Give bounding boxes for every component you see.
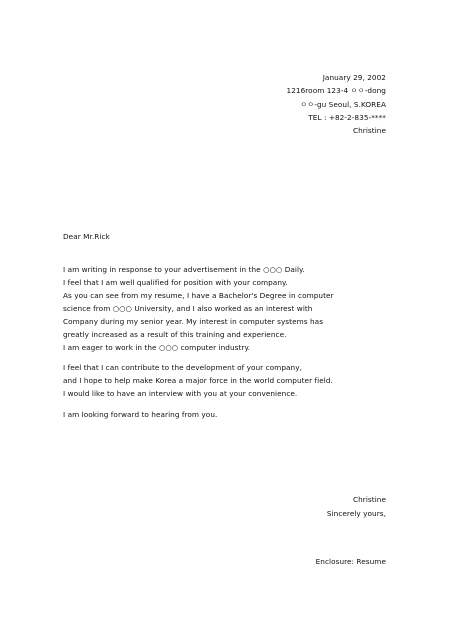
paragraph-line: I am eager to work in the ○○○ computer industry.: [63, 342, 251, 352]
enclosure-note: Enclosure: Resume: [315, 557, 386, 566]
sender-address-line2: ㅇㅇ-gu Seoul, S.KOREA: [300, 99, 386, 109]
body-paragraph-1: [63, 264, 393, 355]
closing-valediction: Sincerely yours,: [326, 508, 386, 518]
salutation: Dear Mr.Rick: [63, 232, 110, 241]
closing-name: Christine: [352, 495, 386, 504]
paragraph-line: I would like to have an interview with you at your convenience.: [63, 388, 298, 398]
sender-name: Christine: [352, 126, 386, 136]
paragraph-line: greatly increased as a result of this training and experience.: [63, 329, 287, 339]
paragraph-line: I feel that I can contribute to the development of your company,: [63, 363, 302, 372]
letter-date: January 29, 2002: [322, 73, 386, 82]
paragraph-line: As you can see from my resume, I have a Bachelor's Degree in computer: [63, 290, 334, 300]
paragraph-line: Company during my senior year. My interest in computer systems has: [63, 316, 324, 326]
paragraph-line: and I hope to help make Korea a major force in the world computer field.: [63, 375, 333, 385]
body-paragraph-2: [63, 362, 393, 401]
paragraph-line: science from ○○○ University, and I also worked as an interest with: [63, 303, 313, 313]
paragraph-line: I am writing in response to your advertisement in the ○○○ Daily.: [63, 265, 305, 274]
sender-address-block: [186, 72, 386, 138]
paragraph-line: I am looking forward to hearing from you.: [63, 410, 218, 419]
sender-address-line1: 1216room 123-4 ㅇㅇ-dong: [286, 86, 386, 96]
closing-block: [186, 494, 386, 521]
sender-telephone: TEL : +82-2-835-****: [308, 112, 386, 122]
body-paragraph-3: [63, 409, 393, 422]
paragraph-line: I feel that I am well qualified for position with your company.: [63, 277, 288, 287]
